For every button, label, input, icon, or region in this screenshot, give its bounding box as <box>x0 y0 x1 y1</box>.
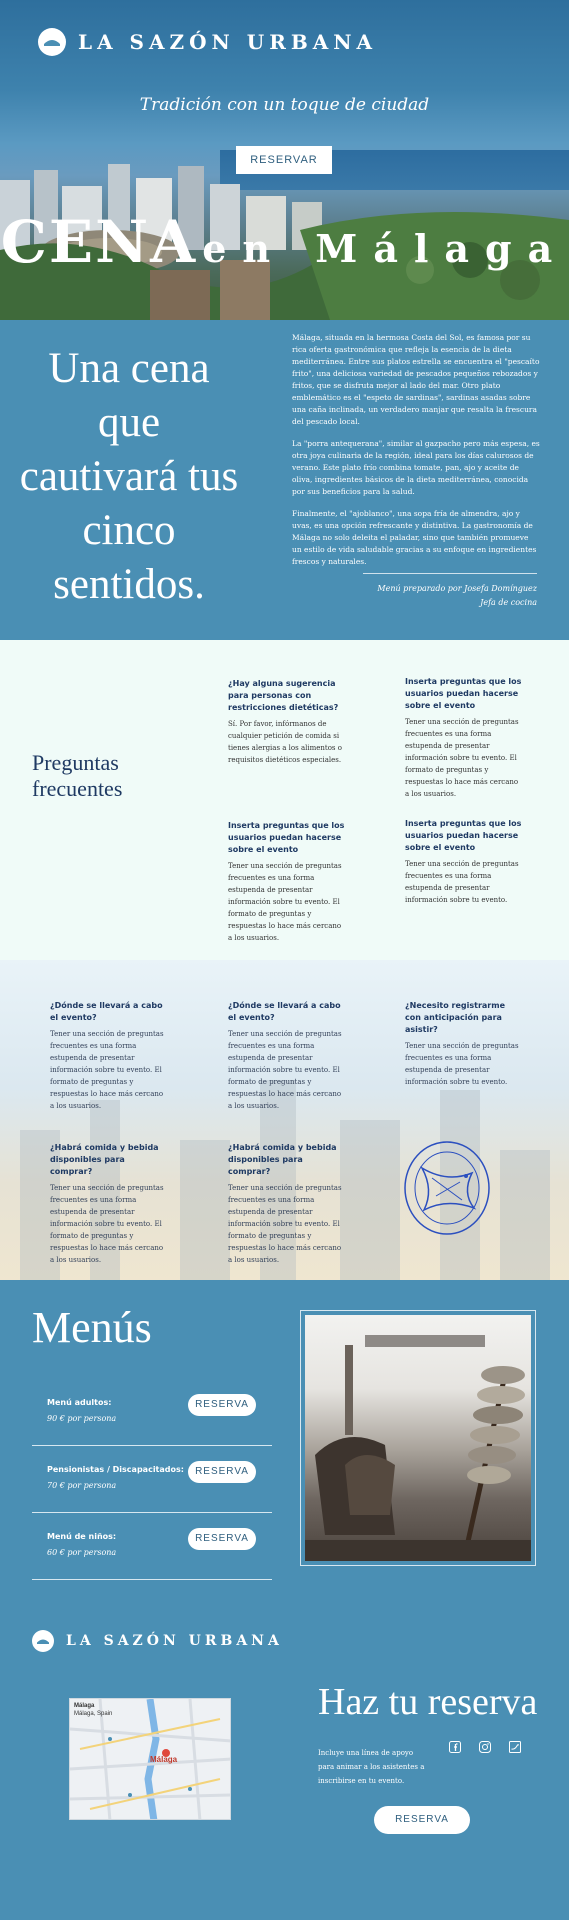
menu-reserve-button[interactable]: RESERVA <box>188 1394 256 1416</box>
hero-title <box>0 208 569 276</box>
intro-section <box>0 320 569 640</box>
brand-logo[interactable] <box>38 28 377 56</box>
menu-price: 70 € por persona <box>47 1481 117 1490</box>
intro-text <box>292 332 540 578</box>
signature-role: Jefa de cocina <box>480 598 537 607</box>
faq-answer: Tener una sección de preguntas frecuentes es una forma estupenda de presentar información sobre tu evento. <box>405 1042 519 1086</box>
menu-name: Pensionistas / Discapacitados: <box>47 1465 184 1474</box>
faq-answer: Tener una sección de preguntas frecuentes es una forma estupenda de presentar información sobre tu evento. El formato de preguntas y respuestas lo hace más cercano a los usuarios. <box>228 862 342 942</box>
faq-item <box>405 1000 523 1088</box>
menu-reserve-button[interactable]: RESERVA <box>188 1461 256 1483</box>
brand-name: LA SAZÓN URBANA <box>66 1633 283 1649</box>
faq-item <box>50 1000 168 1112</box>
faq-question: ¿Habrá comida y bebida disponibles para comprar? <box>50 1143 159 1176</box>
faq-answer: Tener una sección de preguntas frecuentes es una forma estupenda de presentar información sobre tu evento. <box>405 860 519 904</box>
chef-signature <box>377 582 537 610</box>
hero-title-big: CENA <box>0 208 198 276</box>
facebook-icon[interactable] <box>448 1740 462 1754</box>
menu-price: 60 € por persona <box>47 1548 117 1557</box>
footer-brand-logo[interactable] <box>32 1630 283 1652</box>
hero-reserve-button[interactable]: RESERVAR <box>236 146 332 174</box>
intro-paragraph: Málaga, situada en la hermosa Costa del Sol, es famosa por su rica oferta gastronómica que refleja la esencia de la dieta mediterránea. Entre sus platos estrella se encuentra el "pescaíto frito", una deliciosa variedad de pescados pequeños rebozados y fritos, que se disfruta mejor al lado del mar. Otro plato emblemático es el "espeto de sardinas", sardinas asadas sobre una caña inclinada, un verdadero manjar que resalta la frescura del pescado local. <box>292 333 540 426</box>
faq-question: ¿Dónde se llevará a cabo el evento? <box>228 1001 341 1022</box>
reservation-section <box>0 1610 569 1920</box>
faq-section <box>0 640 569 960</box>
brand-logo-icon <box>38 28 66 56</box>
faq-answer: Tener una sección de preguntas frecuentes es una forma estupenda de presentar información sobre tu evento. El formato de preguntas y respuestas lo hace más cercano a los usuarios. <box>405 718 519 798</box>
menu-row <box>32 1380 272 1446</box>
menus-section <box>0 1280 569 1610</box>
faq-question: Inserta preguntas que los usuarios puedan hacerse sobre el evento <box>228 821 345 854</box>
menu-name: Menú adultos: <box>47 1398 112 1407</box>
map-title: Málaga <box>74 1703 95 1709</box>
faq-question: ¿Dónde se llevará a cabo el evento? <box>50 1001 163 1022</box>
faq-answer: Tener una sección de preguntas frecuentes es una forma estupenda de presentar información sobre tu evento. El formato de preguntas y respuestas lo hace más cercano a los usuarios. <box>228 1184 342 1264</box>
faq-item <box>405 818 523 906</box>
menu-row <box>32 1514 272 1580</box>
twitter-icon[interactable] <box>508 1740 522 1754</box>
background-building <box>180 1140 230 1280</box>
faq-question: ¿Necesito registrarme con anticipación para asistir? <box>405 1001 506 1034</box>
menu-price: 90 € por persona <box>47 1414 117 1423</box>
footer-reserve-button[interactable]: RESERVA <box>374 1806 470 1834</box>
reserve-title: Haz tu reserva <box>318 1681 538 1723</box>
map-info-card <box>74 1702 112 1718</box>
faq-city-section <box>0 960 569 1280</box>
brand-logo-icon <box>32 1630 54 1652</box>
faq-item <box>228 678 350 766</box>
intro-headline: Una cena que cautivará tus cinco sentidos. <box>19 345 239 608</box>
faq-title <box>32 750 142 802</box>
intro-paragraph: Finalmente, el "ajoblanco", una sopa fría de almendra, ajo y uvas, es una opción refrescante y distintiva. La gastronomía de Málaga no solo deleita el paladar, sino que también promueve un estilo de vida saludable gracias a su enfoque en ingredientes frescos y naturales. <box>292 509 537 566</box>
background-building <box>340 1120 400 1280</box>
social-links <box>448 1740 522 1754</box>
faq-title-text: Preguntas frecuentes <box>32 750 123 801</box>
faq-item <box>228 1000 346 1112</box>
faq-item <box>228 1142 346 1266</box>
signature-line: Menú preparado por Josefa Domínguez <box>377 584 537 593</box>
faq-question: Inserta preguntas que los usuarios puedan hacerse sobre el evento <box>405 677 522 710</box>
intro-paragraph: La "porra antequerana", similar al gazpacho pero más espesa, es otra joya culinaria de la región, ideal para los días calurosos de verano. Este plato frío combina tomate, pan, ajo y aceite de oliva, ingredientes básicos de la dieta mediterránea, conocida por sus beneficios para la salud. <box>292 439 540 496</box>
faq-question: ¿Habrá comida y bebida disponibles para comprar? <box>228 1143 337 1176</box>
menu-reserve-button[interactable]: RESERVA <box>188 1528 256 1550</box>
faq-answer: Sí. Por favor, infórmanos de cualquier petición de comida si tienes alergias a los alimentos o requisitos dietéticos especiales. <box>228 720 342 764</box>
instagram-icon[interactable] <box>478 1740 492 1754</box>
menu-name: Menú de niños: <box>47 1532 117 1541</box>
faq-question: Inserta preguntas que los usuarios puedan hacerse sobre el evento <box>405 819 522 852</box>
reserve-text: Incluye una línea de apoyo para animar a los asistentes a inscribirse en tu evento. <box>318 1749 425 1785</box>
hero-tagline: Tradición con un toque de ciudad <box>139 95 430 115</box>
faq-item <box>50 1142 168 1266</box>
sardine-skewer-photo <box>305 1315 531 1561</box>
menus-title: Menús <box>32 1303 152 1352</box>
map-city-label: Málaga <box>150 1755 178 1764</box>
faq-item <box>405 676 523 800</box>
map-subtitle: Málaga, Spain <box>74 1711 113 1717</box>
location-map[interactable] <box>69 1698 231 1820</box>
divider <box>363 573 537 574</box>
hero-title-small: en Málaga <box>202 226 569 271</box>
fish-plate-illustration <box>402 1138 492 1238</box>
menu-row <box>32 1447 272 1513</box>
faq-answer: Tener una sección de preguntas frecuentes es una forma estupenda de presentar información sobre tu evento. El formato de preguntas y respuestas lo hace más cercano a los usuarios. <box>50 1030 164 1110</box>
faq-item <box>228 820 346 944</box>
faq-answer: Tener una sección de preguntas frecuentes es una forma estupenda de presentar información sobre tu evento. El formato de preguntas y respuestas lo hace más cercano a los usuarios. <box>228 1030 342 1110</box>
background-building <box>500 1150 550 1280</box>
faq-answer: Tener una sección de preguntas frecuentes es una forma estupenda de presentar información sobre tu evento. El formato de preguntas y respuestas lo hace más cercano a los usuarios. <box>50 1184 164 1264</box>
brand-name: LA SAZÓN URBANA <box>78 30 378 54</box>
faq-question: ¿Hay alguna sugerencia para personas con restricciones dietéticas? <box>228 679 339 712</box>
sardine-photo-frame <box>300 1310 536 1566</box>
hero-section <box>0 0 569 320</box>
sardine-skewer-illustration <box>305 1315 531 1561</box>
